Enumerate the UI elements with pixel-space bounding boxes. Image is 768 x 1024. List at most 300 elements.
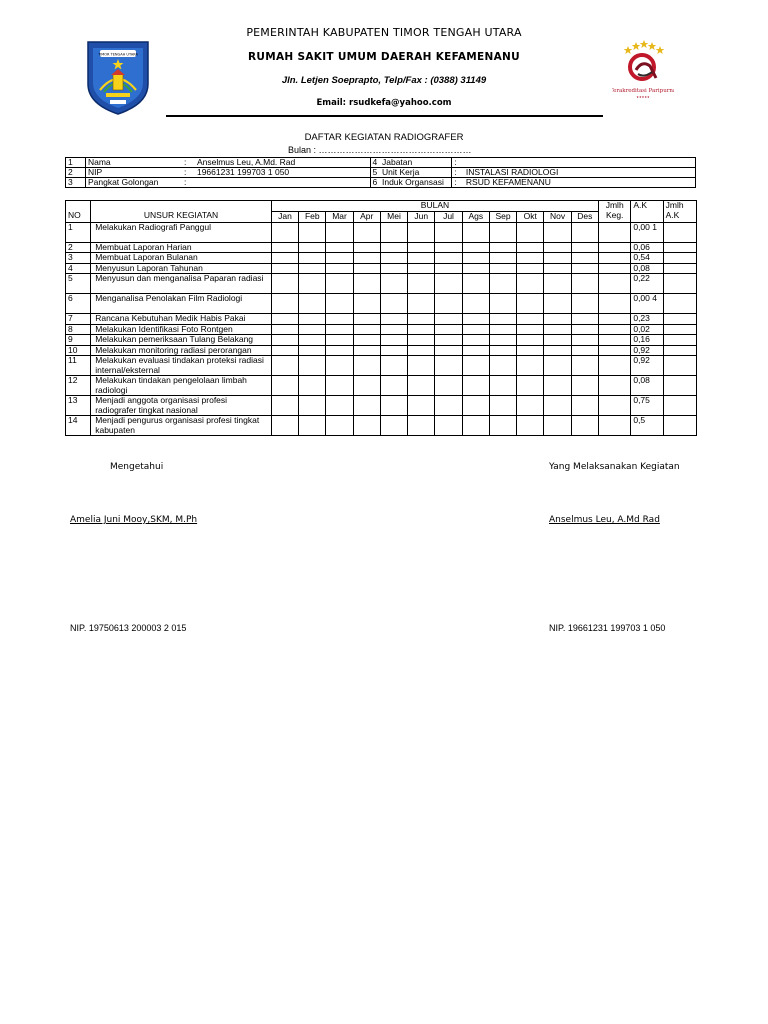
month-cell: [517, 356, 544, 376]
month-cell: [462, 324, 489, 335]
month-cell: [489, 376, 516, 396]
month-cell: [462, 242, 489, 253]
table-row: [66, 222, 697, 242]
month-cell: [462, 314, 489, 325]
ak-cell: 0,02: [631, 324, 663, 335]
row-kegiatan: Melakukan pemeriksaan Tulang Belakang: [91, 335, 272, 346]
month-apr: Apr: [353, 212, 380, 223]
info-cell: [85, 168, 370, 178]
row-no: 12: [66, 376, 91, 396]
month-cell: [353, 396, 380, 416]
month-cell: [380, 253, 407, 264]
jmlh-keg-cell: [599, 416, 631, 436]
info-label: Jabatan: [381, 157, 413, 167]
jmlh-ak-cell: [663, 242, 696, 253]
month-cell: [544, 294, 571, 314]
jmlh-ak-cell: [663, 345, 696, 356]
table-row: [66, 274, 697, 294]
table-row: [66, 345, 697, 356]
month-cell: [299, 222, 326, 242]
info-label: Induk Organsasi: [381, 177, 444, 187]
row-no: 9: [66, 335, 91, 346]
table-row: [66, 356, 697, 376]
jmlh-keg-cell: [599, 345, 631, 356]
row-kegiatan: Menjadi anggota organisasi profesi radiografer tingkat nasional: [91, 396, 272, 416]
jmlh-ak-cell: [663, 314, 696, 325]
month-cell: [353, 253, 380, 264]
row-kegiatan: Melakukan evaluasi tindakan proteksi radiasi internal/eksternal: [91, 356, 272, 376]
ak-cell: 0,08: [631, 376, 663, 396]
jmlh-keg-cell: [599, 314, 631, 325]
info-no: [370, 178, 452, 188]
header-ak: A.K: [631, 201, 663, 223]
month-cell: [489, 396, 516, 416]
month-cell: [489, 324, 516, 335]
month-cell: [408, 345, 435, 356]
bulan-line: Bulan : ……………………………………………: [288, 145, 472, 155]
ak-cell: 0,00 1: [631, 222, 663, 242]
month-cell: [517, 253, 544, 264]
month-cell: [435, 242, 462, 253]
month-cell: [326, 314, 353, 325]
month-cell: [517, 376, 544, 396]
month-cell: [544, 324, 571, 335]
signature-right-heading: Yang Melaksanakan Kegiatan: [549, 462, 680, 472]
month-cell: [435, 314, 462, 325]
row-kegiatan: Menyusun Laporan Tahunan: [91, 263, 272, 274]
month-cell: [489, 294, 516, 314]
info-sep: :: [183, 167, 187, 177]
month-cell: [462, 263, 489, 274]
month-cell: [299, 416, 326, 436]
month-cell: [544, 222, 571, 242]
month-cell: [408, 242, 435, 253]
month-cell: [544, 396, 571, 416]
month-cell: [353, 263, 380, 274]
month-cell: [271, 314, 298, 325]
month-cell: [517, 242, 544, 253]
row-no: 4: [66, 263, 91, 274]
month-jan: Jan: [271, 212, 298, 223]
info-no-text: 5: [372, 167, 378, 177]
month-cell: [571, 242, 598, 253]
identity-table: [65, 157, 696, 188]
month-cell: [517, 294, 544, 314]
table-row: [66, 314, 697, 325]
header-jmlh-ak: Jmlh A.K: [663, 201, 696, 223]
jmlh-keg-cell: [599, 253, 631, 264]
month-cell: [353, 376, 380, 396]
month-cell: [571, 222, 598, 242]
month-cell: [299, 263, 326, 274]
month-cell: [408, 263, 435, 274]
month-cell: [380, 242, 407, 253]
identity-row: [66, 168, 696, 178]
accreditation-logo: [612, 36, 674, 102]
identity-row: [66, 158, 696, 168]
month-cell: [299, 345, 326, 356]
info-label: Pangkat Golongan: [87, 177, 159, 187]
month-cell: [299, 356, 326, 376]
row-no: 11: [66, 356, 91, 376]
month-cell: [380, 324, 407, 335]
month-cell: [353, 314, 380, 325]
month-cell: [380, 396, 407, 416]
ak-cell: 0,92: [631, 356, 663, 376]
month-cell: [544, 314, 571, 325]
jmlh-ak-cell: [663, 335, 696, 346]
month-cell: [517, 324, 544, 335]
month-ags: Ags: [462, 212, 489, 223]
month-cell: [489, 263, 516, 274]
month-mei: Mei: [380, 212, 407, 223]
document-title: DAFTAR KEGIATAN RADIOGRAFER: [304, 132, 464, 143]
month-cell: [435, 222, 462, 242]
row-kegiatan: Membuat Laporan Harian: [91, 242, 272, 253]
month-cell: [571, 274, 598, 294]
month-cell: [571, 294, 598, 314]
jmlh-keg-cell: [599, 294, 631, 314]
month-cell: [326, 242, 353, 253]
svg-text:★★★★★: ★★★★★: [636, 95, 650, 99]
signature-right-name: Anselmus Leu, A.Md Rad: [549, 515, 660, 525]
jmlh-ak-cell: [663, 294, 696, 314]
month-cell: [408, 274, 435, 294]
jmlh-keg-cell: [599, 376, 631, 396]
month-cell: [326, 356, 353, 376]
month-jun: Jun: [408, 212, 435, 223]
month-cell: [435, 396, 462, 416]
table-header-row: [66, 201, 697, 212]
month-jul: Jul: [435, 212, 462, 223]
info-sep: :: [452, 178, 464, 188]
month-cell: [435, 253, 462, 264]
month-cell: [380, 335, 407, 346]
ak-cell: 0,22: [631, 274, 663, 294]
header-jmlh-keg: Jmlh Keg.: [599, 201, 631, 223]
info-cell: [85, 178, 370, 188]
month-cell: [544, 335, 571, 346]
month-cell: [326, 263, 353, 274]
jmlh-ak-cell: [663, 416, 696, 436]
month-cell: [326, 222, 353, 242]
month-cell: [408, 222, 435, 242]
row-no: 14: [66, 416, 91, 436]
info-no-text: 6: [372, 177, 378, 187]
month-feb: Feb: [299, 212, 326, 223]
signature-left-heading: Mengetahui: [110, 462, 164, 472]
jmlh-keg-cell: [599, 242, 631, 253]
month-cell: [408, 314, 435, 325]
jmlh-keg-cell: [599, 396, 631, 416]
jmlh-keg-cell: [599, 263, 631, 274]
month-cell: [489, 314, 516, 325]
jmlh-ak-cell: [663, 376, 696, 396]
month-cell: [271, 376, 298, 396]
month-cell: [462, 294, 489, 314]
month-cell: [435, 416, 462, 436]
month-cell: [517, 314, 544, 325]
info-value: 19661231 199703 1 050: [196, 167, 290, 177]
month-cell: [326, 324, 353, 335]
table-row: [66, 376, 697, 396]
month-cell: [380, 274, 407, 294]
month-cell: [489, 345, 516, 356]
month-cell: [517, 222, 544, 242]
month-cell: [299, 253, 326, 264]
month-cell: [299, 242, 326, 253]
month-des: Des: [571, 212, 598, 223]
row-no: 8: [66, 324, 91, 335]
jmlh-ak-cell: [663, 222, 696, 242]
row-kegiatan: Menjadi pengurus organisasi profesi tingkat kabupaten: [91, 416, 272, 436]
month-cell: [489, 356, 516, 376]
month-cell: [271, 335, 298, 346]
month-cell: [380, 294, 407, 314]
jmlh-keg-cell: [599, 324, 631, 335]
identity-row: [66, 178, 696, 188]
ak-cell: 0,75: [631, 396, 663, 416]
month-cell: [271, 345, 298, 356]
header-email: Email: rsudkefa@yahoo.com: [316, 98, 452, 108]
info-value: RSUD KEFAMENANU: [464, 178, 696, 188]
month-cell: [380, 222, 407, 242]
signature-right-nip: NIP. 19661231 199703 1 050: [549, 623, 666, 633]
table-row: [66, 294, 697, 314]
month-cell: [435, 356, 462, 376]
header-divider: [166, 115, 603, 117]
month-cell: [271, 222, 298, 242]
header-no: NO: [66, 201, 91, 223]
jmlh-keg-cell: [599, 222, 631, 242]
row-kegiatan: Melakukan tindakan pengelolaan limbah radiologi: [91, 376, 272, 396]
month-cell: [544, 356, 571, 376]
info-no: [370, 168, 452, 178]
header-address: Jln. Letjen Soeprapto, Telp/Fax : (0388) 31149: [281, 75, 487, 86]
month-cell: [380, 356, 407, 376]
month-cell: [435, 345, 462, 356]
month-cell: [517, 396, 544, 416]
month-cell: [408, 376, 435, 396]
month-cell: [353, 356, 380, 376]
month-cell: [489, 253, 516, 264]
info-sep: :: [452, 168, 464, 178]
jmlh-ak-cell: [663, 356, 696, 376]
month-okt: Okt: [517, 212, 544, 223]
ak-cell: 0,00 4: [631, 294, 663, 314]
month-cell: [408, 253, 435, 264]
header-bulan: BULAN: [271, 201, 598, 212]
month-cell: [353, 324, 380, 335]
jmlh-ak-cell: [663, 253, 696, 264]
month-cell: [517, 416, 544, 436]
header-government-name: PEMERINTAH KABUPATEN TIMOR TENGAH UTARA: [246, 26, 522, 39]
jmlh-ak-cell: [663, 396, 696, 416]
ak-cell: 0,16: [631, 335, 663, 346]
info-no: [370, 158, 452, 168]
month-cell: [462, 356, 489, 376]
month-cell: [462, 222, 489, 242]
month-cell: [271, 242, 298, 253]
month-cell: [353, 222, 380, 242]
info-value: Anselmus Leu, A.Md. Rad: [196, 157, 296, 167]
month-cell: [435, 335, 462, 346]
month-cell: [326, 396, 353, 416]
table-row: [66, 396, 697, 416]
month-cell: [326, 253, 353, 264]
info-label: Nama: [87, 157, 111, 167]
month-cell: [326, 335, 353, 346]
month-cell: [380, 263, 407, 274]
month-cell: [571, 335, 598, 346]
activity-table-body: [66, 222, 697, 436]
row-no: 5: [66, 274, 91, 294]
ak-cell: 0,08: [631, 263, 663, 274]
row-kegiatan: Rancana Kebutuhan Medik Habis Pakai: [91, 314, 272, 325]
month-cell: [299, 314, 326, 325]
signature-left-nip: NIP. 19750613 200003 2 015: [70, 623, 187, 633]
table-row: [66, 253, 697, 264]
month-cell: [462, 416, 489, 436]
month-cell: [544, 253, 571, 264]
table-row: [66, 242, 697, 253]
month-cell: [489, 416, 516, 436]
month-cell: [326, 416, 353, 436]
row-kegiatan: Melakukan Radiografi Panggul: [91, 222, 272, 242]
row-no: 7: [66, 314, 91, 325]
table-row: [66, 416, 697, 436]
month-cell: [489, 222, 516, 242]
month-cell: [353, 294, 380, 314]
month-cell: [571, 345, 598, 356]
month-cell: [353, 274, 380, 294]
jmlh-keg-cell: [599, 274, 631, 294]
month-cell: [408, 335, 435, 346]
month-mar: Mar: [326, 212, 353, 223]
month-cell: [489, 242, 516, 253]
month-cell: [326, 345, 353, 356]
jmlh-ak-cell: [663, 324, 696, 335]
month-cell: [408, 356, 435, 376]
month-cell: [462, 274, 489, 294]
month-sep: Sep: [489, 212, 516, 223]
row-kegiatan: Membuat Laporan Bulanan: [91, 253, 272, 264]
month-cell: [380, 416, 407, 436]
month-cell: [299, 335, 326, 346]
row-no: 13: [66, 396, 91, 416]
month-cell: [380, 314, 407, 325]
info-sep: :: [183, 177, 187, 187]
month-cell: [571, 376, 598, 396]
month-cell: [571, 396, 598, 416]
month-cell: [271, 253, 298, 264]
row-no: 6: [66, 294, 91, 314]
month-cell: [571, 324, 598, 335]
month-cell: [544, 263, 571, 274]
month-cell: [544, 416, 571, 436]
row-kegiatan: Melakukan Identifikasi Foto Rontgen: [91, 324, 272, 335]
info-sep: :: [452, 158, 464, 168]
month-cell: [408, 416, 435, 436]
activity-table: [65, 200, 697, 436]
jmlh-ak-cell: [663, 263, 696, 274]
month-cell: [571, 314, 598, 325]
month-cell: [299, 324, 326, 335]
info-no: 3: [66, 178, 86, 188]
ak-cell: 0,23: [631, 314, 663, 325]
info-value: [464, 158, 696, 168]
ak-cell: 0,5: [631, 416, 663, 436]
month-cell: [462, 335, 489, 346]
info-label: NIP: [87, 167, 103, 177]
month-cell: [299, 396, 326, 416]
month-cell: [353, 335, 380, 346]
ak-cell: 0,06: [631, 242, 663, 253]
month-cell: [408, 294, 435, 314]
accreditation-label: Terakreditasi Paripurna: [612, 88, 674, 94]
month-cell: [299, 294, 326, 314]
row-kegiatan: Menyusun dan menganalisa Paparan radiasi: [91, 274, 272, 294]
month-cell: [462, 376, 489, 396]
signature-left-name: Amelia Juni Mooy,SKM, M.Ph: [70, 515, 198, 525]
row-kegiatan: Menganalisa Penolakan Film Radiologi: [91, 294, 272, 314]
month-cell: [571, 356, 598, 376]
month-cell: [353, 416, 380, 436]
month-cell: [462, 396, 489, 416]
info-no: 1: [66, 158, 86, 168]
month-cell: [271, 294, 298, 314]
info-no: 2: [66, 168, 86, 178]
month-cell: [435, 294, 462, 314]
header-unsur-kegiatan: UNSUR KEGIATAN: [91, 201, 272, 223]
month-cell: [408, 396, 435, 416]
info-cell: [85, 158, 370, 168]
month-cell: [271, 396, 298, 416]
month-cell: [544, 242, 571, 253]
month-cell: [299, 376, 326, 396]
jmlh-ak-cell: [663, 274, 696, 294]
month-cell: [544, 274, 571, 294]
month-cell: [462, 253, 489, 264]
month-cell: [489, 335, 516, 346]
month-cell: [489, 274, 516, 294]
jmlh-keg-cell: [599, 356, 631, 376]
row-no: 3: [66, 253, 91, 264]
jmlh-keg-cell: [599, 335, 631, 346]
month-cell: [271, 416, 298, 436]
info-sep: :: [183, 157, 187, 167]
month-cell: [435, 324, 462, 335]
month-cell: [435, 376, 462, 396]
info-value: INSTALASI RADIOLOGI: [464, 168, 696, 178]
row-no: 2: [66, 242, 91, 253]
month-cell: [271, 263, 298, 274]
month-cell: [571, 263, 598, 274]
month-cell: [271, 324, 298, 335]
info-no-text: 4: [372, 157, 378, 167]
row-no: 10: [66, 345, 91, 356]
month-cell: [517, 335, 544, 346]
month-cell: [299, 274, 326, 294]
month-cell: [517, 345, 544, 356]
month-cell: [326, 376, 353, 396]
month-cell: [517, 274, 544, 294]
emblem-label: TIMOR TENGAH UTARA: [98, 52, 138, 57]
month-cell: [462, 345, 489, 356]
month-cell: [271, 356, 298, 376]
month-cell: [571, 253, 598, 264]
header-hospital-name: RUMAH SAKIT UMUM DAERAH KEFAMENANU: [248, 51, 520, 63]
